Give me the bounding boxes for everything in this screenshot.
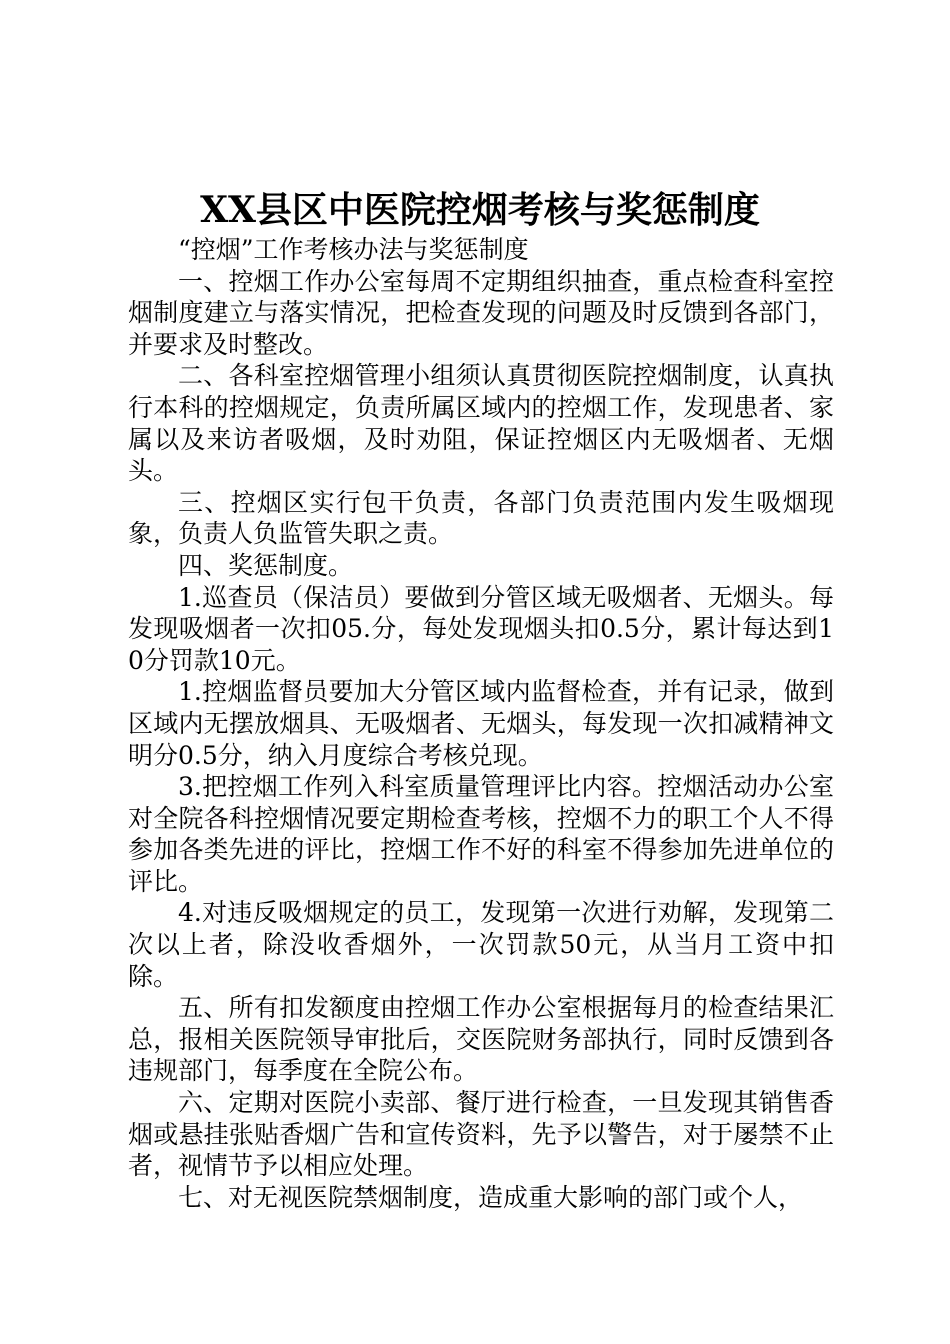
document-subtitle: “控烟”工作考核办法与奖惩制度: [178, 235, 529, 264]
paragraph-item-4: 四、奖惩制度。: [178, 550, 354, 580]
paragraph-item-5: 1.巡查员（保洁员）要做到分管区域无吸烟者、无烟头。每发现吸烟者一次扣05.分，每处发现烟头扣0.5分，累计每达到10分罚款10元。: [128, 582, 834, 675]
paragraph-item-8: 4.对违反吸烟规定的员工，发现第一次进行劝解，发现第二次以上者，除没收香烟外，一次罚款50元，从当月工资中扣除。: [128, 898, 834, 991]
paragraph-item-6: 1.控烟监督员要加大分管区域内监督检查，并有记录，做到区域内无摆放烟具、无吸烟者、无烟头，每发现一次扣减精神文明分0.5分，纳入月度综合考核兑现。: [128, 677, 834, 770]
paragraph-item-11: 七、对无视医院禁烟制度，造成重大影响的部门或个人，: [178, 1182, 804, 1212]
paragraph-item-3: 三、控烟区实行包干负责，各部门负责范围内发生吸烟现象，负责人负监管失职之责。: [128, 487, 834, 549]
document-title: XX县区中医院控烟考核与奖惩制度: [200, 189, 760, 231]
paragraph-item-9: 五、所有扣发额度由控烟工作办公室根据每月的检查结果汇总，报相关医院领导审批后，交医院财务部执行，同时反馈到各违规部门，每季度在全院公布。: [128, 993, 834, 1086]
paragraph-item-1: 一、控烟工作办公室每周不定期组织抽查，重点检查科室控烟制度建立与落实情况，把检查发现的问题及时反馈到各部门，并要求及时整改。: [128, 266, 834, 359]
paragraph-item-2: 二、各科室控烟管理小组须认真贯彻医院控烟制度，认真执行本科的控烟规定，负责所属区域内的控烟工作，发现患者、家属以及来访者吸烟，及时劝阻，保证控烟区内无吸烟者、无烟头。: [128, 361, 834, 486]
document-body: [128, 234, 834, 1213]
paragraph-item-7: 3.把控烟工作列入科室质量管理评比内容。控烟活动办公室对全院各科控烟情况要定期检查考核，控烟不力的职工个人不得参加各类先进的评比，控烟工作不好的科室不得参加先进单位的评比。: [128, 772, 834, 896]
paragraph-item-10: 六、定期对医院小卖部、餐厅进行检查，一旦发现其销售香烟或悬挂张贴香烟广告和宣传资料，先予以警告，对于屡禁不止者，视情节予以相应处理。: [128, 1088, 834, 1181]
